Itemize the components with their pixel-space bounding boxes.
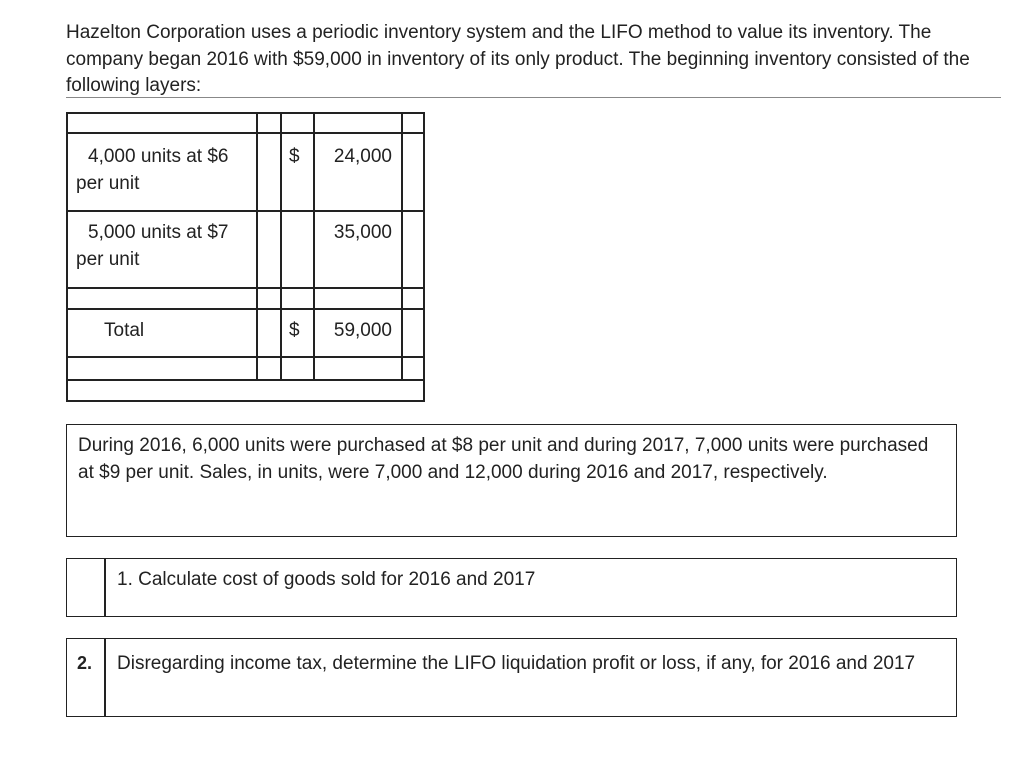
question-1-box [66,558,957,617]
table-row-line [66,287,424,289]
question-number-divider [104,559,106,616]
table-row-line [66,112,424,114]
table-row-line [66,210,424,212]
question-number: 2. [77,653,93,673]
question-text: 1. Calculate cost of goods sold for 2016 and 2017 [117,569,536,590]
intro-divider [66,97,1001,98]
info-text: During 2016, 6,000 units were purchased at $8 per unit and during 2017, 7,000 units were purchased at $9 per unit. Sales, in units, were 7,000 and 12,000 during 2016 and 2017, respectively. [78,435,929,483]
question-text: Disregarding income tax, determine the LIFO liquidation profit or loss, if any, for 2016 and 2017 [117,653,916,674]
currency-symbol: $ [289,146,300,167]
info-box [66,424,957,537]
table-border-left [66,112,68,402]
table-row-amount: 35,000 [333,222,392,243]
table-col-line [401,112,403,380]
currency-symbol: $ [289,320,300,341]
table-border-right [423,112,425,402]
question-number-divider [104,639,106,716]
total-label: Total [104,320,145,341]
table-row-line [66,356,424,358]
table-row-label: 5,000 units at $7 per unit [76,222,229,270]
total-amount: 59,000 [333,320,392,341]
table-col-line [256,112,258,380]
table-col-line [313,112,315,380]
table-row-amount: 24,000 [333,146,392,167]
table-row-line [66,132,424,134]
table-row-label: 4,000 units at $6 per unit [76,146,229,194]
question-2-box [66,638,957,717]
table-row-line [66,379,424,381]
table-row-line [66,308,424,310]
table-row-line [66,400,424,402]
table-col-line [280,112,282,380]
intro-paragraph: Hazelton Corporation uses a periodic inventory system and the LIFO method to value its inventory. The company began 2016 with $59,000 in inventory of its only product. The beginning inventory consisted of the following layers: [66,22,970,96]
